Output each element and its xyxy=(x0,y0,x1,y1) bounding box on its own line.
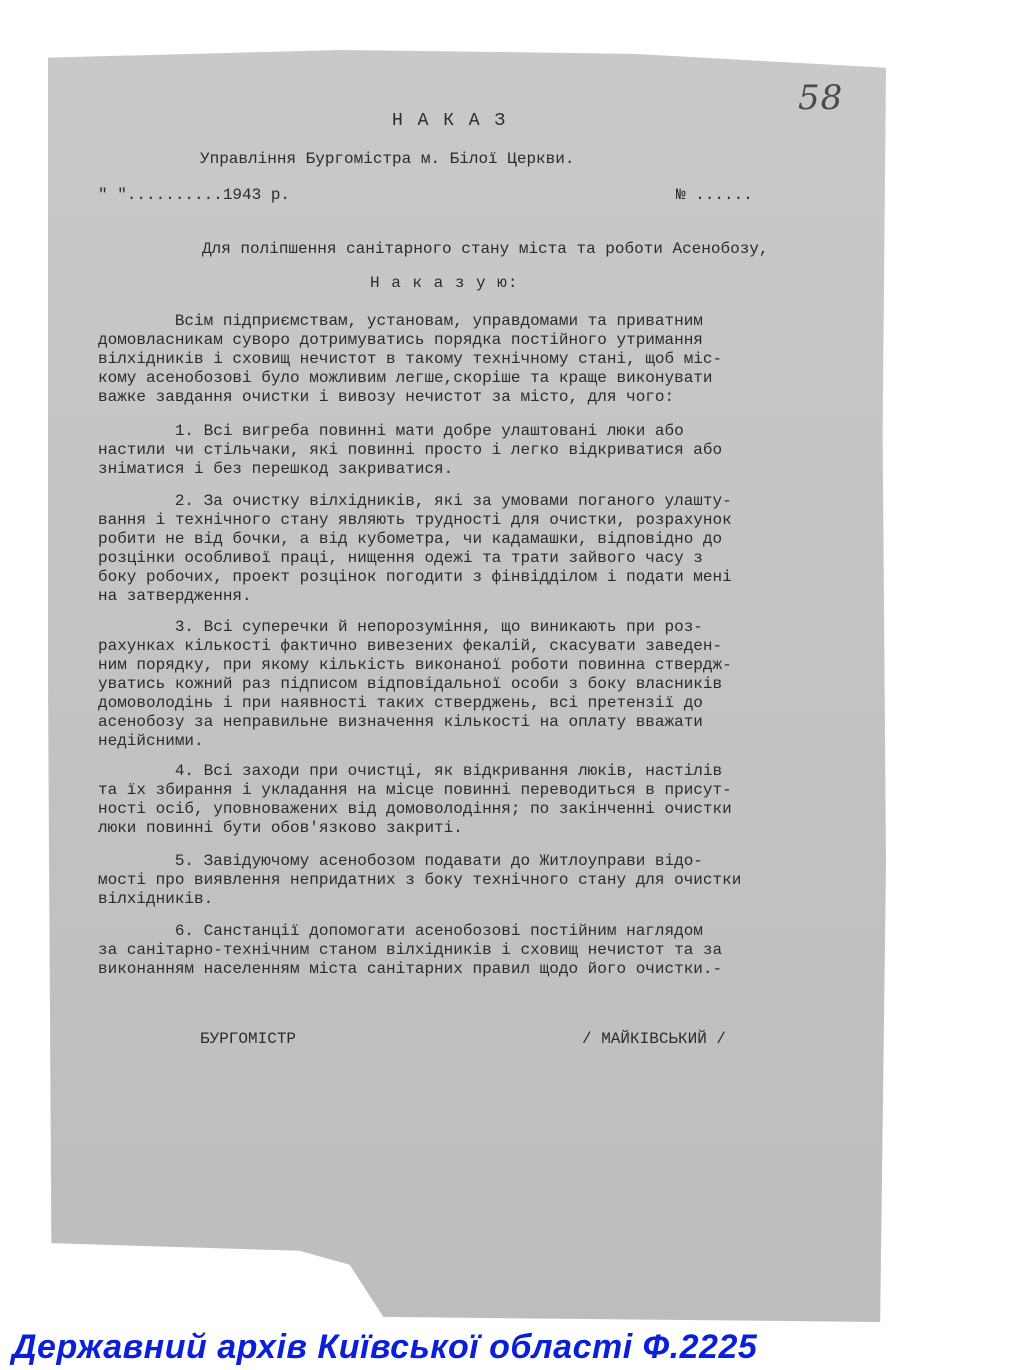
item-line: недійсними. xyxy=(98,732,204,750)
item-6 xyxy=(98,922,722,979)
item-line: уватись кожний раз підписом відповідальної особи з боку власників xyxy=(98,675,723,693)
item-line: люки повинні бути обов'язково закриті. xyxy=(98,819,463,837)
item-3 xyxy=(98,618,732,751)
item-line: вілхідників. xyxy=(98,890,214,908)
document-subtitle: Управління Бургомістра м. Білої Церкви. xyxy=(200,150,575,168)
item-line: вання і технічного стану являють трудності для очистки, розрахунок xyxy=(98,511,732,529)
item-line: виконанням населенням міста санітарних правил щодо його очистки.- xyxy=(98,960,723,978)
item-line: 1. Всі вигреба повинні мати добре улаштовані люки або xyxy=(98,422,684,440)
page-number: 58 xyxy=(798,78,844,118)
item-line: на затвердження. xyxy=(98,587,252,605)
intro-line: важке завдання очистки і вивозу нечистот за місто, для чого: xyxy=(98,388,675,406)
item-line: 5. Завідуючому асенобозом подавати до Житлоуправи відо- xyxy=(98,852,703,870)
preamble: Для поліпшення санітарного стану міста та роботи Асенобозу, xyxy=(202,240,769,258)
item-line: боку робочих, проект розцінок погодити з фінвідділом і подати мені xyxy=(98,568,732,586)
item-line: настили чи стільчаки, які повинні просто і легко відкриватися або xyxy=(98,441,723,459)
item-line: ним порядку, при якому кількість виконаної роботи повинна ствердж- xyxy=(98,656,732,674)
archive-caption: Державний архів Київської області Ф.2225 xyxy=(12,1328,758,1366)
number-line: № ...... xyxy=(676,186,753,204)
intro-line: Всім підприємствам, установам, управдомами та приватним xyxy=(98,312,703,330)
item-5 xyxy=(98,852,741,909)
intro-paragraph xyxy=(98,312,722,407)
item-line: 3. Всі суперечки й непорозуміння, що виникають при роз- xyxy=(98,618,703,636)
item-line: мості про виявлення непридатних з боку технічного стану для очистки xyxy=(98,871,742,889)
signature-name: / МАЙКІВСЬКИЙ / xyxy=(582,1030,727,1048)
item-line: рахунках кількості фактично вивезених фекалій, скасувати заведен- xyxy=(98,637,723,655)
item-line: зніматися і без перешкод закриватися. xyxy=(98,460,454,478)
item-line: домоволодінь і при наявності таких стверджень, всі претензії до xyxy=(98,694,703,712)
item-line: 2. За очистку вілхідників, які за умовами поганого улашту- xyxy=(98,492,732,510)
item-1 xyxy=(98,422,722,479)
date-line: " "..........1943 р. xyxy=(98,186,291,204)
item-line: 4. Всі заходи при очистці, як відкривання люків, настілів xyxy=(98,762,723,780)
item-line: робити не від бочки, а від кубометра, чи кадамашки, відповідно до xyxy=(98,530,723,548)
item-line: ності осіб, уповноважених від домоволодіння; по закінченні очистки xyxy=(98,800,732,818)
signature-title: БУРГОМІСТР xyxy=(200,1030,297,1048)
item-line: за санітарно-технічним станом вілхідників і сховищ нечистот та за xyxy=(98,941,723,959)
item-line: розцінки особливої праці, нищення одежі та трати зайвого часу з xyxy=(98,549,703,567)
document-title: Н А К А З xyxy=(392,111,508,131)
intro-line: домовласникам суворо дотримуватись порядка постійного утримання xyxy=(98,331,703,349)
item-line: асенобозу за неправильне визначення кількості на оплату вважати xyxy=(98,713,703,731)
item-line: 6. Санстанції допомогати асенобозові постійним наглядом xyxy=(98,922,703,940)
item-line: та їх збирання і укладання на місце повинні переводиться в присут- xyxy=(98,781,732,799)
item-2 xyxy=(98,492,732,606)
intro-line: вілхідників і сховищ нечистот в такому технічному стані, щоб міс- xyxy=(98,350,723,368)
orders-word: Н а к а з у ю: xyxy=(370,274,519,292)
intro-line: кому асенобозові було можливим легше,скоріше та краще виконувати xyxy=(98,369,713,387)
item-4 xyxy=(98,762,732,838)
